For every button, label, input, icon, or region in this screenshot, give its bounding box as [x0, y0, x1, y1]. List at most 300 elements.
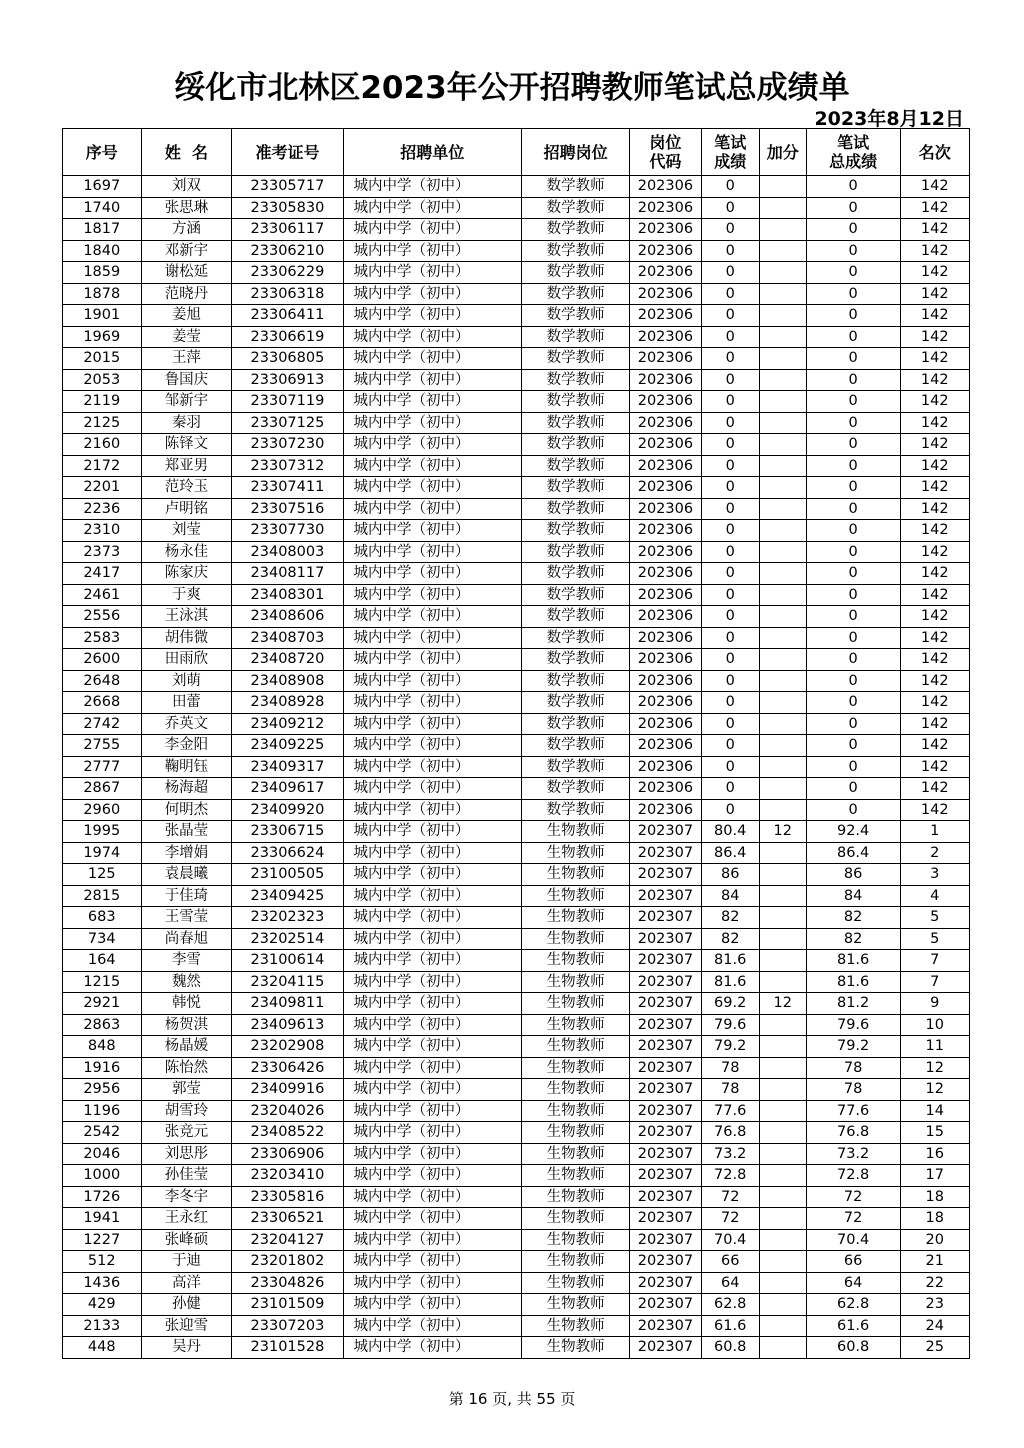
cell-total-score: 0	[806, 240, 900, 262]
cell-written-score: 66	[701, 1251, 759, 1273]
cell-name: 姜旭	[141, 305, 232, 327]
cell-bonus	[759, 1229, 806, 1251]
table-row	[63, 477, 970, 499]
cell-exam-id: 23408908	[232, 670, 343, 692]
table-row	[63, 1272, 970, 1294]
cell-rank: 16	[900, 1143, 969, 1165]
cell-post-code: 202307	[630, 907, 701, 929]
cell-written-score: 86.4	[701, 842, 759, 864]
cell-seq: 1840	[63, 240, 142, 262]
cell-name: 杨海超	[141, 778, 232, 800]
cell-written-score: 0	[701, 606, 759, 628]
cell-written-score: 0	[701, 670, 759, 692]
cell-seq: 2863	[63, 1014, 142, 1036]
cell-seq: 2742	[63, 713, 142, 735]
cell-post-code: 202306	[630, 455, 701, 477]
cell-bonus	[759, 369, 806, 391]
cell-exam-id: 23305830	[232, 197, 343, 219]
cell-rank: 4	[900, 885, 969, 907]
cell-written-score: 82	[701, 907, 759, 929]
cell-seq: 2053	[63, 369, 142, 391]
cell-rank: 142	[900, 305, 969, 327]
table-row	[63, 1036, 970, 1058]
cell-rank: 20	[900, 1229, 969, 1251]
header-seq: 序号	[63, 129, 142, 176]
cell-bonus	[759, 434, 806, 456]
cell-total-score: 82	[806, 928, 900, 950]
cell-post: 生物教师	[522, 1122, 630, 1144]
cell-exam-id: 23409916	[232, 1079, 343, 1101]
cell-post: 数学教师	[522, 348, 630, 370]
cell-post: 数学教师	[522, 778, 630, 800]
header-post-code-line1: 岗位	[649, 133, 682, 152]
cell-bonus	[759, 498, 806, 520]
cell-post-code: 202306	[630, 692, 701, 714]
cell-exam-id: 23204127	[232, 1229, 343, 1251]
cell-total-score: 0	[806, 412, 900, 434]
cell-name: 刘萌	[141, 670, 232, 692]
cell-post-code: 202307	[630, 821, 701, 843]
cell-post-code: 202306	[630, 412, 701, 434]
cell-name: 田雨欣	[141, 649, 232, 671]
cell-written-score: 0	[701, 520, 759, 542]
cell-seq: 1941	[63, 1208, 142, 1230]
cell-post-code: 202306	[630, 713, 701, 735]
cell-written-score: 0	[701, 713, 759, 735]
cell-written-score: 0	[701, 412, 759, 434]
cell-rank: 25	[900, 1337, 969, 1359]
cell-unit: 城内中学（初中）	[343, 692, 522, 714]
cell-post-code: 202306	[630, 649, 701, 671]
cell-rank: 5	[900, 928, 969, 950]
cell-total-score: 0	[806, 176, 900, 198]
cell-post-code: 202306	[630, 391, 701, 413]
cell-unit: 城内中学（初中）	[343, 1229, 522, 1251]
cell-exam-id: 23408522	[232, 1122, 343, 1144]
cell-post: 生物教师	[522, 864, 630, 886]
cell-unit: 城内中学（初中）	[343, 1315, 522, 1337]
cell-seq: 512	[63, 1251, 142, 1273]
cell-name: 吴丹	[141, 1337, 232, 1359]
cell-unit: 城内中学（初中）	[343, 197, 522, 219]
cell-written-score: 0	[701, 391, 759, 413]
cell-seq: 1740	[63, 197, 142, 219]
table-row	[63, 584, 970, 606]
header-exam-id: 准考证号	[232, 129, 343, 176]
cell-bonus	[759, 326, 806, 348]
cell-exam-id: 23306411	[232, 305, 343, 327]
cell-seq: 734	[63, 928, 142, 950]
table-row	[63, 670, 970, 692]
cell-post: 数学教师	[522, 799, 630, 821]
cell-rank: 142	[900, 176, 969, 198]
cell-post: 生物教师	[522, 1186, 630, 1208]
cell-post-code: 202306	[630, 756, 701, 778]
cell-post: 生物教师	[522, 1272, 630, 1294]
cell-name: 卢明铭	[141, 498, 232, 520]
cell-post: 数学教师	[522, 692, 630, 714]
cell-post-code: 202307	[630, 1122, 701, 1144]
cell-seq: 2236	[63, 498, 142, 520]
cell-bonus	[759, 283, 806, 305]
cell-unit: 城内中学（初中）	[343, 520, 522, 542]
cell-seq: 125	[63, 864, 142, 886]
cell-written-score: 62.8	[701, 1294, 759, 1316]
cell-post: 数学教师	[522, 391, 630, 413]
cell-exam-id: 23306210	[232, 240, 343, 262]
cell-name: 王雪莹	[141, 907, 232, 929]
cell-total-score: 78	[806, 1057, 900, 1079]
cell-name: 杨贺淇	[141, 1014, 232, 1036]
cell-rank: 142	[900, 606, 969, 628]
cell-rank: 142	[900, 799, 969, 821]
cell-rank: 5	[900, 907, 969, 929]
cell-unit: 城内中学（初中）	[343, 950, 522, 972]
scores-table	[62, 128, 970, 1359]
cell-seq: 2417	[63, 563, 142, 585]
cell-exam-id: 23408720	[232, 649, 343, 671]
cell-exam-id: 23307516	[232, 498, 343, 520]
cell-post-code: 202306	[630, 197, 701, 219]
table-row	[63, 1165, 970, 1187]
cell-name: 邹新宇	[141, 391, 232, 413]
cell-rank: 17	[900, 1165, 969, 1187]
cell-total-score: 0	[806, 498, 900, 520]
cell-post-code: 202306	[630, 627, 701, 649]
cell-seq: 848	[63, 1036, 142, 1058]
table-row	[63, 348, 970, 370]
cell-post: 生物教师	[522, 907, 630, 929]
cell-unit: 城内中学（初中）	[343, 1272, 522, 1294]
cell-post-code: 202306	[630, 369, 701, 391]
header-name: 姓 名	[141, 129, 232, 176]
cell-bonus	[759, 477, 806, 499]
cell-post: 生物教师	[522, 1294, 630, 1316]
cell-written-score: 79.2	[701, 1036, 759, 1058]
cell-written-score: 73.2	[701, 1143, 759, 1165]
cell-seq: 2461	[63, 584, 142, 606]
cell-exam-id: 23100505	[232, 864, 343, 886]
table-row	[63, 627, 970, 649]
cell-unit: 城内中学（初中）	[343, 1079, 522, 1101]
cell-seq: 2125	[63, 412, 142, 434]
cell-post: 生物教师	[522, 1079, 630, 1101]
cell-post: 数学教师	[522, 756, 630, 778]
cell-post: 数学教师	[522, 219, 630, 241]
cell-written-score: 0	[701, 778, 759, 800]
cell-bonus	[759, 885, 806, 907]
cell-post-code: 202306	[630, 477, 701, 499]
cell-exam-id: 23409811	[232, 993, 343, 1015]
cell-name: 秦羽	[141, 412, 232, 434]
cell-written-score: 0	[701, 348, 759, 370]
cell-rank: 142	[900, 434, 969, 456]
cell-unit: 城内中学（初中）	[343, 993, 522, 1015]
cell-unit: 城内中学（初中）	[343, 713, 522, 735]
cell-rank: 9	[900, 993, 969, 1015]
cell-exam-id: 23100614	[232, 950, 343, 972]
cell-total-score: 0	[806, 477, 900, 499]
cell-unit: 城内中学（初中）	[343, 821, 522, 843]
cell-unit: 城内中学（初中）	[343, 1100, 522, 1122]
cell-rank: 142	[900, 369, 969, 391]
table-row	[63, 455, 970, 477]
cell-total-score: 60.8	[806, 1337, 900, 1359]
cell-post-code: 202307	[630, 1272, 701, 1294]
cell-exam-id: 23204115	[232, 971, 343, 993]
table-row	[63, 1337, 970, 1359]
cell-exam-id: 23306229	[232, 262, 343, 284]
cell-written-score: 0	[701, 627, 759, 649]
cell-post: 数学教师	[522, 369, 630, 391]
cell-name: 范晓丹	[141, 283, 232, 305]
cell-seq: 1000	[63, 1165, 142, 1187]
cell-rank: 21	[900, 1251, 969, 1273]
cell-seq: 2668	[63, 692, 142, 714]
cell-seq: 2046	[63, 1143, 142, 1165]
cell-post: 生物教师	[522, 885, 630, 907]
cell-seq: 1974	[63, 842, 142, 864]
cell-seq: 1859	[63, 262, 142, 284]
cell-unit: 城内中学（初中）	[343, 391, 522, 413]
table-row	[63, 1079, 970, 1101]
header-total-score	[806, 129, 900, 176]
table-row	[63, 1122, 970, 1144]
cell-rank: 1	[900, 821, 969, 843]
cell-total-score: 66	[806, 1251, 900, 1273]
cell-post: 生物教师	[522, 1315, 630, 1337]
document-title: 绥化市北林区2023年公开招聘教师笔试总成绩单	[174, 70, 850, 106]
cell-bonus	[759, 455, 806, 477]
cell-unit: 城内中学（初中）	[343, 1337, 522, 1359]
cell-name: 刘思彤	[141, 1143, 232, 1165]
cell-seq: 1697	[63, 176, 142, 198]
table-row	[63, 1100, 970, 1122]
cell-written-score: 60.8	[701, 1337, 759, 1359]
cell-rank: 142	[900, 735, 969, 757]
table-row	[63, 1229, 970, 1251]
cell-post: 生物教师	[522, 821, 630, 843]
cell-unit: 城内中学（初中）	[343, 735, 522, 757]
cell-exam-id: 23306117	[232, 219, 343, 241]
cell-unit: 城内中学（初中）	[343, 498, 522, 520]
cell-unit: 城内中学（初中）	[343, 1186, 522, 1208]
cell-name: 杨晶媛	[141, 1036, 232, 1058]
cell-total-score: 81.6	[806, 950, 900, 972]
table-row	[63, 391, 970, 413]
cell-rank: 142	[900, 391, 969, 413]
cell-bonus	[759, 928, 806, 950]
table-row	[63, 219, 970, 241]
cell-bonus	[759, 348, 806, 370]
table-row	[63, 326, 970, 348]
cell-post-code: 202306	[630, 799, 701, 821]
cell-total-score: 72	[806, 1186, 900, 1208]
cell-bonus	[759, 842, 806, 864]
cell-post-code: 202307	[630, 928, 701, 950]
cell-unit: 城内中学（初中）	[343, 262, 522, 284]
cell-post-code: 202307	[630, 1100, 701, 1122]
cell-bonus	[759, 778, 806, 800]
cell-exam-id: 23306521	[232, 1208, 343, 1230]
cell-total-score: 73.2	[806, 1143, 900, 1165]
cell-post: 数学教师	[522, 563, 630, 585]
cell-exam-id: 23408301	[232, 584, 343, 606]
cell-bonus	[759, 1165, 806, 1187]
table-row	[63, 907, 970, 929]
cell-exam-id: 23202323	[232, 907, 343, 929]
cell-written-score: 77.6	[701, 1100, 759, 1122]
cell-total-score: 0	[806, 369, 900, 391]
cell-post-code: 202306	[630, 670, 701, 692]
cell-rank: 142	[900, 240, 969, 262]
cell-exam-id: 23204026	[232, 1100, 343, 1122]
cell-post: 数学教师	[522, 584, 630, 606]
cell-exam-id: 23307125	[232, 412, 343, 434]
cell-name: 乔英文	[141, 713, 232, 735]
cell-name: 孙健	[141, 1294, 232, 1316]
cell-post: 生物教师	[522, 1036, 630, 1058]
cell-unit: 城内中学（初中）	[343, 176, 522, 198]
cell-rank: 11	[900, 1036, 969, 1058]
cell-post: 数学教师	[522, 520, 630, 542]
cell-seq: 2542	[63, 1122, 142, 1144]
cell-bonus	[759, 799, 806, 821]
cell-name: 范玲玉	[141, 477, 232, 499]
header-total-line2: 总成绩	[829, 152, 878, 171]
header-post: 招聘岗位	[522, 129, 630, 176]
cell-name: 谢松延	[141, 262, 232, 284]
cell-name: 胡伟微	[141, 627, 232, 649]
cell-unit: 城内中学（初中）	[343, 1208, 522, 1230]
cell-total-score: 81.6	[806, 971, 900, 993]
cell-seq: 2373	[63, 541, 142, 563]
table-row	[63, 778, 970, 800]
header-post-code	[630, 129, 701, 176]
cell-post: 数学教师	[522, 670, 630, 692]
table-row	[63, 950, 970, 972]
cell-rank: 142	[900, 283, 969, 305]
table-row	[63, 799, 970, 821]
cell-name: 鞠明钰	[141, 756, 232, 778]
cell-total-score: 84	[806, 885, 900, 907]
cell-rank: 142	[900, 520, 969, 542]
cell-name: 陈家庆	[141, 563, 232, 585]
cell-name: 孙佳莹	[141, 1165, 232, 1187]
cell-written-score: 0	[701, 735, 759, 757]
cell-seq: 2921	[63, 993, 142, 1015]
cell-unit: 城内中学（初中）	[343, 971, 522, 993]
cell-written-score: 0	[701, 240, 759, 262]
cell-name: 尚春旭	[141, 928, 232, 950]
cell-written-score: 61.6	[701, 1315, 759, 1337]
cell-total-score: 76.8	[806, 1122, 900, 1144]
cell-bonus	[759, 1100, 806, 1122]
cell-exam-id: 23408606	[232, 606, 343, 628]
cell-unit: 城内中学（初中）	[343, 326, 522, 348]
cell-post-code: 202306	[630, 283, 701, 305]
cell-post-code: 202307	[630, 1165, 701, 1187]
cell-seq: 1227	[63, 1229, 142, 1251]
cell-unit: 城内中学（初中）	[343, 348, 522, 370]
cell-post: 数学教师	[522, 434, 630, 456]
cell-bonus	[759, 391, 806, 413]
cell-unit: 城内中学（初中）	[343, 778, 522, 800]
cell-unit: 城内中学（初中）	[343, 283, 522, 305]
cell-post: 生物教师	[522, 993, 630, 1015]
table-row	[63, 971, 970, 993]
cell-post: 数学教师	[522, 498, 630, 520]
cell-post: 生物教师	[522, 1100, 630, 1122]
cell-post: 生物教师	[522, 1143, 630, 1165]
cell-total-score: 0	[806, 262, 900, 284]
cell-exam-id: 23305717	[232, 176, 343, 198]
cell-unit: 城内中学（初中）	[343, 1143, 522, 1165]
cell-name: 王永红	[141, 1208, 232, 1230]
cell-post-code: 202306	[630, 434, 701, 456]
cell-total-score: 72	[806, 1208, 900, 1230]
cell-post-code: 202306	[630, 606, 701, 628]
cell-post: 数学教师	[522, 477, 630, 499]
cell-post-code: 202306	[630, 176, 701, 198]
cell-bonus	[759, 907, 806, 929]
cell-total-score: 77.6	[806, 1100, 900, 1122]
cell-rank: 142	[900, 348, 969, 370]
cell-exam-id: 23304826	[232, 1272, 343, 1294]
cell-total-score: 78	[806, 1079, 900, 1101]
cell-post-code: 202307	[630, 1079, 701, 1101]
cell-post: 数学教师	[522, 455, 630, 477]
cell-seq: 2556	[63, 606, 142, 628]
cell-name: 田蕾	[141, 692, 232, 714]
header-bonus: 加分	[759, 129, 806, 176]
cell-post: 数学教师	[522, 627, 630, 649]
cell-rank: 142	[900, 670, 969, 692]
table-row	[63, 541, 970, 563]
cell-exam-id: 23203410	[232, 1165, 343, 1187]
cell-post-code: 202306	[630, 262, 701, 284]
cell-name: 陈怡然	[141, 1057, 232, 1079]
cell-seq: 1916	[63, 1057, 142, 1079]
cell-seq: 2133	[63, 1315, 142, 1337]
cell-bonus	[759, 541, 806, 563]
cell-name: 韩悦	[141, 993, 232, 1015]
cell-written-score: 84	[701, 885, 759, 907]
cell-exam-id: 23306805	[232, 348, 343, 370]
cell-written-score: 0	[701, 219, 759, 241]
cell-total-score: 0	[806, 649, 900, 671]
cell-name: 王萍	[141, 348, 232, 370]
cell-unit: 城内中学（初中）	[343, 563, 522, 585]
cell-bonus	[759, 1122, 806, 1144]
cell-bonus	[759, 1014, 806, 1036]
cell-unit: 城内中学（初中）	[343, 412, 522, 434]
cell-written-score: 81.6	[701, 971, 759, 993]
cell-name: 李增娟	[141, 842, 232, 864]
cell-post: 生物教师	[522, 1229, 630, 1251]
cell-post-code: 202306	[630, 541, 701, 563]
cell-rank: 142	[900, 756, 969, 778]
cell-total-score: 0	[806, 670, 900, 692]
cell-total-score: 0	[806, 756, 900, 778]
table-row	[63, 520, 970, 542]
cell-rank: 142	[900, 713, 969, 735]
cell-seq: 2867	[63, 778, 142, 800]
cell-total-score: 0	[806, 692, 900, 714]
cell-seq: 2201	[63, 477, 142, 499]
cell-seq: 164	[63, 950, 142, 972]
table-row	[63, 864, 970, 886]
